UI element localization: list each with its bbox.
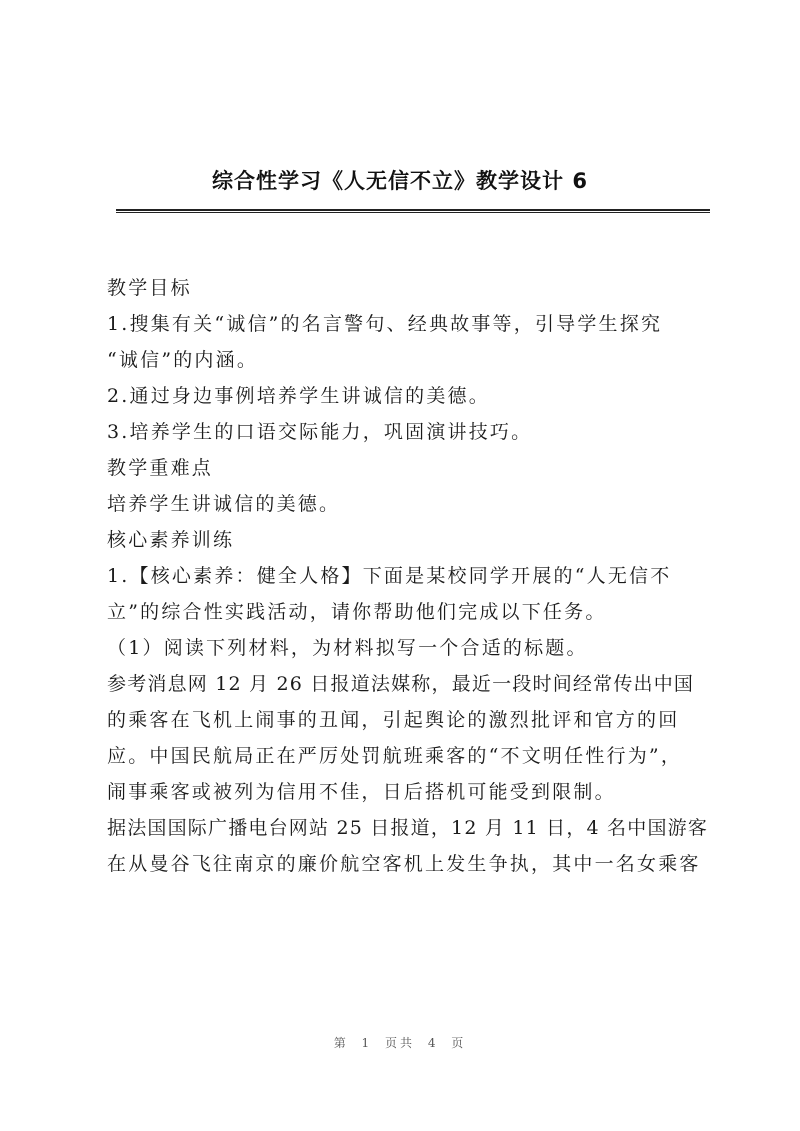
- text-line: 据法国国际广播电台网站 25 日报道，12 月 11 日，4 名中国游客: [107, 817, 709, 839]
- text-line: 的乘客在飞机上闹事的丑闻，引起舆论的激烈批评和官方的回: [107, 709, 680, 731]
- text-line: “诚信”的内涵。: [107, 349, 259, 371]
- text-line: 2.通过身边事例培养学生讲诚信的美德。: [107, 385, 490, 407]
- text-line: （1）阅读下列材料，为材料拟写一个合适的标题。: [107, 637, 588, 659]
- text-line: 3.培养学生的口语交际能力，巩固演讲技巧。: [107, 421, 533, 443]
- text-line: 教学重难点: [107, 457, 214, 479]
- title-divider: [116, 209, 710, 213]
- text-line: 应。中国民航局正在严厉处罚航班乘客的“不文明任性行为”，: [107, 745, 683, 767]
- text-line: 立”的综合性实践活动，请你帮助他们完成以下任务。: [107, 601, 607, 623]
- text-line: 闹事乘客或被列为信用不佳，日后搭机可能受到限制。: [107, 781, 616, 803]
- text-line: 在从曼谷飞往南京的廉价航空客机上发生争执，其中一名女乘客: [107, 853, 701, 875]
- text-line: 1.搜集有关“诚信”的名言警句、经典故事等，引导学生探究: [107, 313, 663, 335]
- text-line: 培养学生讲诚信的美德。: [107, 493, 341, 515]
- text-line: 核心素养训练: [107, 529, 235, 551]
- page-title: 综合性学习《人无信不立》教学设计 6: [212, 169, 588, 193]
- text-line: 教学目标: [107, 277, 192, 299]
- page-number: 第 1 页共 4 页: [333, 1036, 467, 1050]
- text-line: 1.【核心素养：健全人格】下面是某校同学开展的“人无信不: [107, 565, 672, 587]
- text-line: 参考消息网 12 月 26 日报道法媒称，最近一段时间经常传出中国: [107, 673, 695, 695]
- document-body: [107, 270, 707, 882]
